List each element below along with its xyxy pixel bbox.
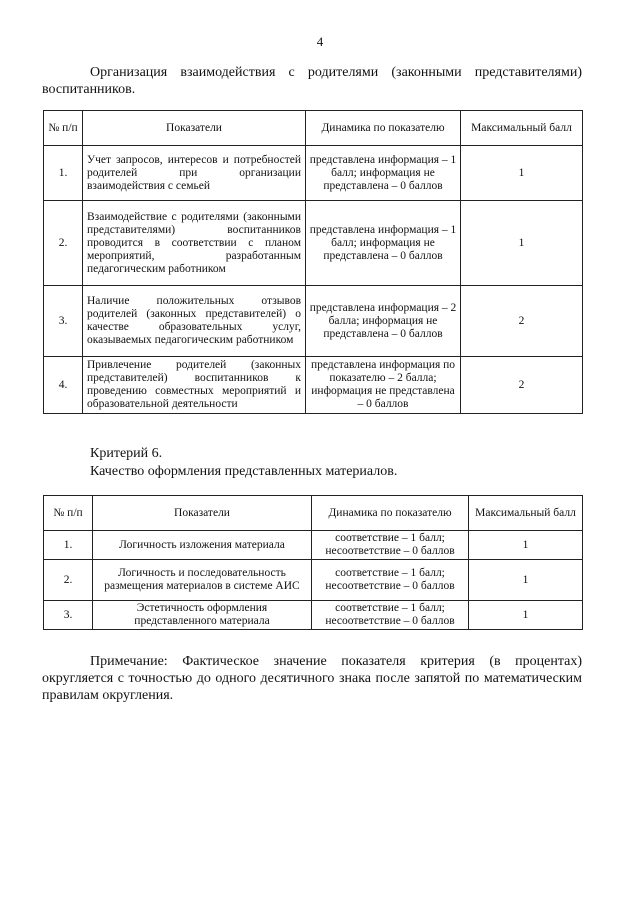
header-number: № п/п — [44, 496, 93, 531]
row-indicator: Наличие положительных отзывов родителей (законных представителей) о качестве образовательных услуг, оказываемых педагогическим работником — [83, 286, 306, 357]
row-max-score: 1 — [461, 201, 583, 286]
row-number: 1. — [44, 531, 93, 560]
header-indicators: Показатели — [93, 496, 312, 531]
row-dynamics: представлена информация по показателю – 2 балла; информация не представлена – 0 баллов — [306, 357, 461, 414]
row-dynamics: соответствие – 1 балл; несоответствие – 0 баллов — [312, 601, 469, 630]
row-number: 3. — [44, 286, 83, 357]
row-max-score: 1 — [461, 146, 583, 201]
table-row — [44, 601, 583, 630]
row-indicator: Логичность изложения материала — [93, 531, 312, 560]
row-number: 1. — [44, 146, 83, 201]
header-max-score: Максимальный балл — [469, 496, 583, 531]
table-header-row — [44, 496, 583, 531]
criterion-title: Качество оформления представленных материалов. — [90, 464, 398, 479]
row-max-score: 1 — [469, 560, 583, 601]
page-number: 4 — [316, 34, 324, 49]
row-max-score: 2 — [461, 286, 583, 357]
header-max-score: Максимальный балл — [461, 111, 583, 146]
row-indicator: Привлечение родителей (законных представителей) воспитанников к проведению совместных мероприятий и образовательной деятельности — [83, 357, 306, 414]
row-number: 2. — [44, 560, 93, 601]
row-indicator: Учет запросов, интересов и потребностей родителей при организации взаимодействия с семьей — [83, 146, 306, 201]
row-dynamics: соответствие – 1 балл; несоответствие – 0 баллов — [312, 531, 469, 560]
section-title: Организация взаимодействия с родителями (законными представителями) воспитанников. — [42, 65, 582, 97]
indicators-table-parents — [43, 110, 583, 414]
criterion-label: Критерий 6. — [90, 446, 163, 461]
header-indicators: Показатели — [83, 111, 306, 146]
table-row — [44, 286, 583, 357]
row-max-score: 2 — [461, 357, 583, 414]
row-number: 2. — [44, 201, 83, 286]
row-indicator: Взаимодействие с родителями (законными представителями) воспитанников проводится в соответствии с планом мероприятий, разработанным педагогическим работником — [83, 201, 306, 286]
row-max-score: 1 — [469, 601, 583, 630]
table-row — [44, 560, 583, 601]
row-dynamics: представлена информация – 1 балл; информация не представлена – 0 баллов — [306, 201, 461, 286]
table-header-row — [44, 111, 583, 146]
note-paragraph: Примечание: Фактическое значение показателя критерия (в процентах) округляется с точностью до одного десятичного знака после запятой по математическим правилам округления. — [42, 654, 582, 703]
row-number: 4. — [44, 357, 83, 414]
row-max-score: 1 — [469, 531, 583, 560]
row-dynamics: соответствие – 1 балл; несоответствие – 0 баллов — [312, 560, 469, 601]
row-dynamics: представлена информация – 1 балл; информация не представлена – 0 баллов — [306, 146, 461, 201]
row-indicator: Эстетичность оформления представленного материала — [93, 601, 312, 630]
row-dynamics: представлена информация – 2 балла; информация не представлена – 0 баллов — [306, 286, 461, 357]
header-dynamics: Динамика по показателю — [312, 496, 469, 531]
row-indicator: Логичность и последовательность размещения материалов в системе АИС — [93, 560, 312, 601]
table-row — [44, 201, 583, 286]
header-number: № п/п — [44, 111, 83, 146]
table-row — [44, 357, 583, 414]
indicators-table-materials — [43, 495, 583, 630]
table-row — [44, 146, 583, 201]
row-number: 3. — [44, 601, 93, 630]
header-dynamics: Динамика по показателю — [306, 111, 461, 146]
table-row — [44, 531, 583, 560]
